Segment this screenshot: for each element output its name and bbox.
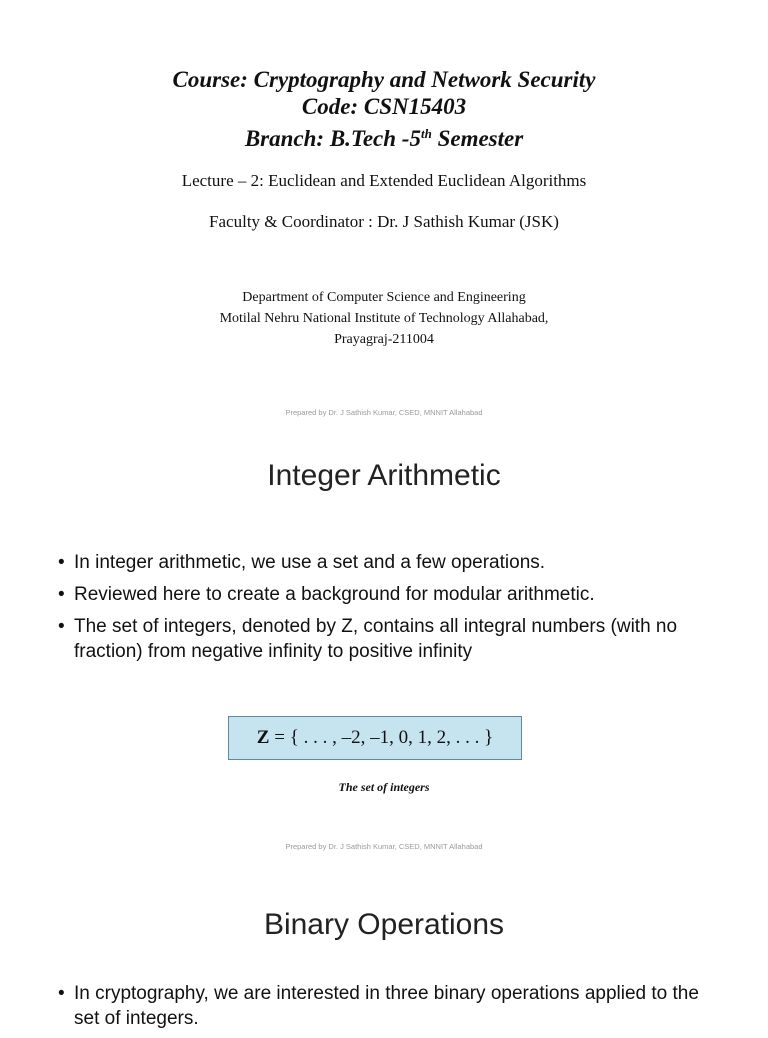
bullet-list <box>58 550 718 671</box>
title-slide <box>0 0 768 440</box>
slide-title: Binary Operations <box>263 908 505 941</box>
set-expression: = { . . . , –2, –1, 0, 1, 2, . . . } <box>269 727 494 748</box>
course-heading <box>0 66 768 152</box>
slide-footer: Prepared by Dr. J Sathish Kumar, CSED, MNNIT Allahabad <box>285 842 483 851</box>
department-line: Department of Computer Science and Engineering <box>242 290 526 305</box>
figure-caption: The set of integers <box>338 780 430 794</box>
branch-line <box>0 120 768 152</box>
binary-operations-slide <box>0 868 768 1029</box>
slide-footer: Prepared by Dr. J Sathish Kumar, CSED, MNNIT Allahabad <box>285 408 483 417</box>
branch-prefix: Branch: B.Tech -5 <box>244 126 421 151</box>
bullet-list <box>58 981 718 1038</box>
slide-title: Integer Arithmetic <box>267 459 501 492</box>
bullet-item: • Reviewed here to create a background for modular arithmetic. <box>58 582 718 607</box>
set-symbol: Z <box>256 727 270 748</box>
bullet-item: • In cryptography, we are interested in three binary operations applied to the set of integers. <box>58 981 718 1031</box>
institute-line: Motilal Nehru National Institute of Technology Allahabad, <box>219 311 549 326</box>
branch-superscript: th <box>420 126 432 141</box>
bullet-item: • In integer arithmetic, we use a set and a few operations. <box>58 550 718 575</box>
department-block <box>0 287 768 350</box>
bullet-item: • The set of integers, denoted by Z, contains all integral numbers (with no fraction) from negative infinity to positive infinity <box>58 614 718 664</box>
course-line: Course: Cryptography and Network Security <box>172 67 596 92</box>
integer-arithmetic-slide <box>0 440 768 868</box>
code-line: Code: CSN15403 <box>301 94 467 119</box>
city-line: Prayagraj-211004 <box>334 332 434 347</box>
faculty-line: Faculty & Coordinator : Dr. J Sathish Kumar (JSK) <box>209 212 559 231</box>
lecture-title: Lecture – 2: Euclidean and Extended Euclidean Algorithms <box>181 171 587 190</box>
branch-suffix: Semester <box>431 126 524 151</box>
integer-set-box <box>228 716 522 760</box>
